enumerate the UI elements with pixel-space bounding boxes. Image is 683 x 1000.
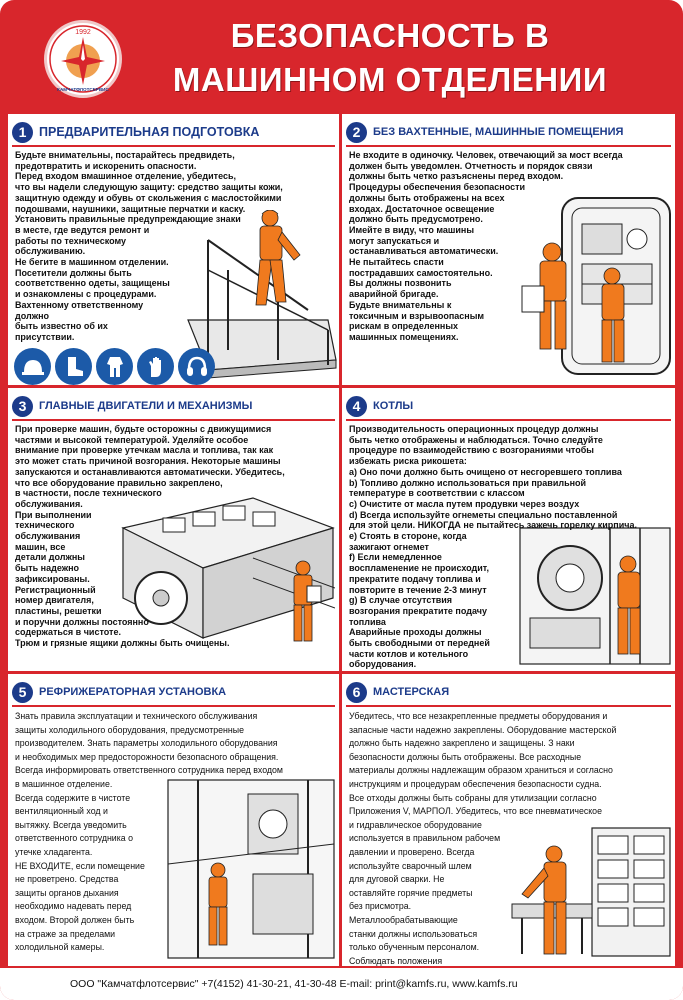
panel-number: 4 bbox=[346, 396, 367, 417]
text-line: используйте сварочный шлем bbox=[349, 860, 472, 871]
text-line: защиты органов дыхания bbox=[15, 887, 119, 898]
text-line: что все оборудование правильно закреплено, bbox=[15, 477, 223, 488]
text-line: на страже за пределами bbox=[15, 928, 116, 939]
panel-title: КОТЛЫ bbox=[373, 400, 414, 412]
text-line: необходимо надевать перед bbox=[15, 901, 132, 912]
text-line: не проветрено. Средства bbox=[15, 874, 119, 885]
text-line: детали должны bbox=[15, 552, 85, 563]
text-line: в частности, после технического bbox=[15, 488, 162, 499]
text-line: быть четко отображены и наблюдаться. Точно следуйте bbox=[349, 434, 603, 445]
glove-icon bbox=[137, 348, 174, 385]
text-line: Всегда информировать ответственного сотрудника перед входом bbox=[15, 765, 283, 776]
text-line: быть надежно bbox=[15, 563, 80, 574]
coverall-icon bbox=[96, 348, 133, 385]
panel-body bbox=[349, 424, 637, 671]
footer bbox=[0, 968, 683, 1000]
text-line: останавливаться автоматически. bbox=[349, 246, 499, 257]
text-line: входах. Достаточное освещение bbox=[349, 203, 495, 214]
text-line: При выполнении bbox=[15, 509, 92, 520]
text-line: Не бегите в машинном отделении. bbox=[15, 257, 169, 268]
text-line: без присмотра. bbox=[349, 901, 412, 912]
panel-main-engines bbox=[8, 388, 339, 671]
panel-title: БЕЗ ВАХТЕННЫЕ, МАШИННЫЕ ПОМЕЩЕНИЯ bbox=[373, 126, 624, 138]
text-line: Посетители должны быть bbox=[15, 267, 132, 278]
text-line: избежать риска рикошета: bbox=[349, 456, 467, 467]
boot-icon bbox=[55, 348, 92, 385]
text-line: Будьте внимательны к bbox=[349, 299, 452, 310]
text-line: и необходимых мер предосторожности безопасного обращения. bbox=[15, 751, 279, 762]
panel-workshop bbox=[342, 674, 675, 966]
text-line: и ознакомлены с процедурами. bbox=[15, 289, 157, 300]
panel-preliminary-preparation bbox=[8, 114, 339, 385]
text-line: температуре в соответствии с классом bbox=[349, 488, 525, 499]
panel-divider bbox=[346, 419, 671, 421]
text-line: Производительность операционных процедур должны bbox=[349, 424, 599, 434]
text-line: b) Топливо должно использоваться при правильной bbox=[349, 477, 587, 488]
text-line: Не входите в одиночку. Человек, отвечающий за мост всегда bbox=[349, 150, 623, 160]
poster-header bbox=[0, 0, 683, 112]
panel-divider bbox=[346, 145, 671, 147]
text-line: оставляйте горячие предметы bbox=[349, 887, 473, 898]
text-line: Процедуры обеспечения безопасности bbox=[349, 182, 526, 193]
text-line: Соблюдать положения bbox=[349, 955, 443, 966]
text-line: работы по техническому bbox=[15, 235, 127, 246]
text-line: вытяжку. Всегда уведомить bbox=[15, 819, 127, 830]
text-line: аварийной бригаде. bbox=[349, 289, 439, 300]
text-line: должны быть четко разъяснены перед входом. bbox=[349, 171, 564, 182]
text-line: оборудования. bbox=[349, 659, 417, 670]
text-line: прекратите подачу топлива и bbox=[349, 573, 481, 584]
text-line: НЕ ВХОДИТЕ, если помещение bbox=[15, 860, 145, 871]
text-line: пострадавших самостоятельно. bbox=[349, 267, 493, 278]
text-line: это может стать причиной возгорания. Некоторые машины bbox=[15, 456, 281, 467]
text-line: токсичным и взрывоопасным bbox=[349, 310, 485, 321]
panel-title: МАСТЕРСКАЯ bbox=[373, 686, 450, 698]
text-line: d) Всегда используйте огнеметы специально поставленной bbox=[349, 509, 618, 520]
text-line: При проверке машин, будьте осторожны с движущимися bbox=[15, 424, 272, 434]
panel-number: 3 bbox=[12, 396, 33, 417]
page-title bbox=[130, 14, 650, 102]
text-line: должно bbox=[15, 310, 50, 321]
panel-unattended-machinery-spaces bbox=[342, 114, 675, 385]
text-line: Аварийные проходы должны bbox=[349, 627, 482, 638]
text-line: входом. Второй должен быть bbox=[15, 914, 135, 925]
earmuff-icon bbox=[178, 348, 215, 385]
text-line: пластины, решетки bbox=[15, 605, 102, 616]
text-line: только обученным персоналом. bbox=[349, 942, 480, 953]
text-line: рискам в определенных bbox=[349, 321, 459, 332]
text-line: могут запускаться и bbox=[349, 235, 440, 246]
text-line: обслуживания. bbox=[15, 498, 83, 509]
panel-body bbox=[15, 424, 285, 649]
text-line: машинных помещениях. bbox=[349, 331, 459, 342]
text-line: Не пытайтесь спасти bbox=[349, 257, 444, 268]
text-line: запасные части надежно закреплены. Оборудование мастерской bbox=[349, 724, 617, 735]
text-line: и поручни должны постоянно bbox=[15, 616, 149, 627]
text-line: защиты холодильного оборудования, предусмотренные bbox=[15, 724, 244, 735]
logo-year: 1992 bbox=[75, 29, 91, 36]
text-line: Перед входом вмашинное отделение, убедитесь, bbox=[15, 171, 237, 182]
text-line: холодильной камеры. bbox=[15, 942, 105, 953]
text-line: инструкциям и процедурам обеспечения безопасности судна. bbox=[349, 778, 602, 789]
text-line: утечке хладагента. bbox=[15, 846, 93, 857]
text-line: давлении и проверено. Всегда bbox=[349, 846, 475, 857]
panel-title: ПРЕДВАРИТЕЛЬНАЯ ПОДГОТОВКА bbox=[39, 125, 260, 139]
footer-contacts: ООО "Камчатфлотсервис" +7(4152) 41-30-21, 41-30-48 E-mail: print@kamfs.ru, www.kamfs.ru bbox=[70, 978, 518, 990]
text-line: Всегда содержите в чистоте bbox=[15, 792, 131, 803]
text-line: Имейте в виду, что машины bbox=[349, 224, 475, 235]
text-line: безопасности должны быть отображены. Все расходные bbox=[349, 751, 582, 762]
text-line: должны быть отображены на всех bbox=[349, 192, 505, 203]
text-line: возгорания прекратите подачу bbox=[349, 605, 487, 616]
text-line: технического bbox=[15, 520, 75, 531]
text-line: g) В случае отсутствия bbox=[349, 595, 453, 606]
text-line: соответственно одеты, защищены bbox=[15, 278, 170, 289]
logo-text: КАМЧАТФЛОТСЕРВИС bbox=[57, 87, 109, 92]
text-line: c) Очистите от масла путем продувки через воздух bbox=[349, 498, 580, 509]
text-line: материалы должны надлежащим образом храниться и согласно bbox=[349, 765, 613, 776]
text-line: части котлов и котельного bbox=[349, 648, 469, 659]
panel-divider bbox=[12, 145, 335, 147]
text-line: защитную одежду и обувь от скольжения с маслостойкими bbox=[15, 192, 282, 203]
text-line: содержаться в чистоте. bbox=[15, 627, 121, 638]
panel-number: 5 bbox=[12, 682, 33, 703]
ppe-icons bbox=[14, 348, 215, 385]
text-line: должно быть предусмотрено. bbox=[349, 214, 483, 225]
text-line: предотвратить и искоренить опасности. bbox=[15, 160, 197, 171]
text-line: машин, все bbox=[15, 541, 66, 552]
text-line: быть известно об их bbox=[15, 321, 108, 332]
panel-number: 1 bbox=[12, 122, 33, 143]
panel-divider bbox=[12, 705, 335, 707]
text-line: присутствии. bbox=[15, 331, 75, 342]
text-line: для этой цели. НИКОГДА не пытайтесь зажечь горелку кирпича. bbox=[349, 520, 637, 531]
text-line: Будьте внимательны, постарайтесь предвидеть, bbox=[15, 150, 235, 160]
text-line: должно быть надежно закреплено и защищены. З наки bbox=[349, 738, 575, 749]
text-line: зафиксированы. bbox=[15, 573, 90, 584]
text-line: в машинное отделение. bbox=[15, 778, 113, 789]
text-line: вентиляционный ход и bbox=[15, 806, 108, 817]
text-line: обслуживанию. bbox=[15, 246, 86, 257]
text-line: запускаются и останавливаются автоматически. Убедитесь, bbox=[15, 466, 285, 477]
panel-divider bbox=[346, 705, 671, 707]
text-line: внимание при проверке утечкам масла и топлива, так как bbox=[15, 445, 274, 456]
panel-body bbox=[349, 710, 616, 966]
text-line: зажигают огнемет bbox=[349, 541, 429, 552]
panel-number: 2 bbox=[346, 122, 367, 143]
text-line: e) Стоять в стороне, когда bbox=[349, 531, 467, 542]
panel-divider bbox=[12, 419, 335, 421]
text-line: Установить правильные предупреждающие знаки bbox=[15, 214, 241, 225]
text-line: для дуговой сварки. Не bbox=[349, 874, 445, 885]
text-line: производителем. Знать параметры холодильного оборудования bbox=[15, 738, 278, 749]
text-line: воспламенение не происходит, bbox=[349, 563, 489, 574]
text-line: повторите в течение 2-3 минут bbox=[349, 584, 487, 595]
text-line: станки должны использоваться bbox=[349, 928, 478, 939]
panel-body bbox=[15, 150, 283, 343]
text-line: а) Оно почи должно быть очищено от несгоревшего топлива bbox=[349, 466, 622, 477]
text-line: обслуживания bbox=[15, 531, 81, 542]
page-title-line1: БЕЗОПАСНОСТЬ В bbox=[230, 17, 550, 54]
text-line: номер двигателя, bbox=[15, 595, 94, 606]
text-line: что вы надели следующую защиту: средство защиты кожи, bbox=[15, 182, 283, 193]
text-line: используется в правильном рабочем bbox=[349, 833, 501, 844]
page-title-line2: МАШИННОМ ОТДЕЛЕНИИ bbox=[172, 61, 608, 98]
text-line: Вахтенному ответственному bbox=[15, 299, 144, 310]
text-line: должен быть уведомлен. Отчетность и порядок связи bbox=[349, 160, 593, 171]
panel-title: РЕФРИЖЕРАТОРНАЯ УСТАНОВКА bbox=[39, 686, 227, 698]
text-line: быть свободными от передней bbox=[349, 638, 490, 649]
panel-number: 6 bbox=[346, 682, 367, 703]
panel-title: ГЛАВНЫЕ ДВИГАТЕЛИ И МЕХАНИЗМЫ bbox=[39, 400, 253, 412]
text-line: Приложения V, МАРПОЛ. Убедитесь, что все пневматическое bbox=[349, 806, 602, 817]
text-line: Все отходы должны быть собраны для утилизации согласно bbox=[349, 792, 597, 803]
text-line: Вы должны позвонить bbox=[349, 278, 452, 289]
text-line: процедуре по взаимодействию с возгораниями чтобы bbox=[349, 445, 594, 456]
company-logo-icon bbox=[44, 20, 122, 98]
text-line: подошвами, наушники, защитные перчатки и каску. bbox=[15, 203, 246, 214]
text-line: Знать правила эксплуатации и технического обслуживания bbox=[15, 711, 258, 721]
text-line: Регистрационный bbox=[15, 584, 96, 595]
hardhat-icon bbox=[14, 348, 51, 385]
panel-body bbox=[349, 150, 623, 343]
text-line: f) Если немедленное bbox=[349, 552, 442, 563]
text-line: Металлообрабатывающие bbox=[349, 914, 458, 925]
text-line: Трюм и грязные ящики должны быть очищены. bbox=[15, 638, 230, 649]
panel-boilers bbox=[342, 388, 675, 671]
text-line: и гидравлическое оборудование bbox=[349, 819, 482, 830]
panel-refrigeration-plant bbox=[8, 674, 339, 966]
text-line bbox=[349, 670, 637, 671]
text-line: топлива bbox=[349, 616, 386, 627]
text-line: частями и высокой температурой. Уделяйте особое bbox=[15, 434, 249, 445]
text-line: в месте, где ведутся ремонт и bbox=[15, 224, 150, 235]
text-line: ответственного сотрудника о bbox=[15, 833, 133, 844]
text-line: Убедитесь, что все незакрепленные предметы оборудования и bbox=[349, 711, 608, 721]
panel-body bbox=[15, 710, 283, 955]
